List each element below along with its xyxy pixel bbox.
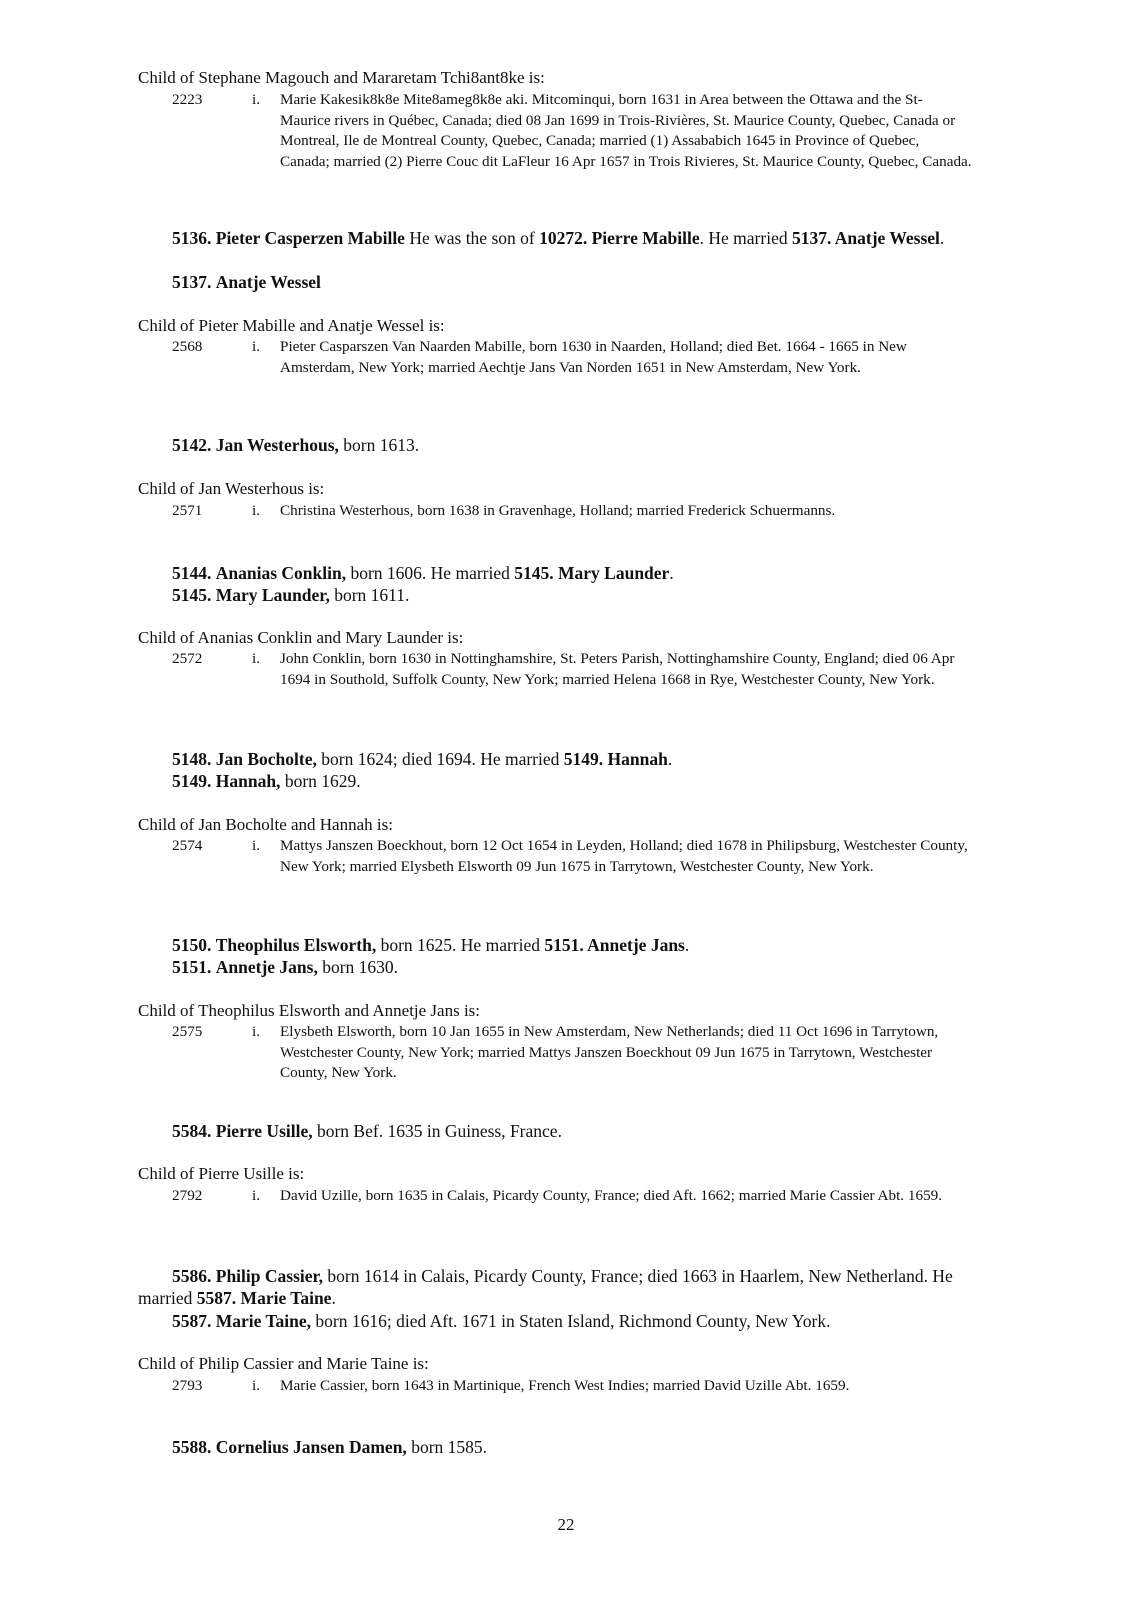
child-details: Marie Cassier, born 1643 in Martinique, French West Indies; married David Uzille Abt. 1659.	[280, 1377, 850, 1394]
father-reference: 10272. Pierre Mabille	[539, 228, 700, 248]
person-number: 5151.	[172, 957, 212, 977]
children-heading: Child of Pieter Mabille and Anatje Wessel is:	[138, 316, 445, 335]
person-number: 5587.	[172, 1311, 212, 1331]
spouse-reference: 5149. Hannah	[563, 749, 668, 769]
person-details: born 1629.	[280, 771, 361, 791]
person-relation-text: He was the son of	[404, 228, 540, 248]
parent-entry	[172, 1436, 487, 1458]
parent-entry	[172, 1310, 831, 1332]
person-details: born 1616; died Aft. 1671 in Staten Island, Richmond County, New York.	[311, 1311, 831, 1331]
person-number: 5137.	[172, 272, 212, 292]
person-details: born 1606. He married	[346, 563, 515, 583]
parent-entry	[172, 748, 672, 770]
person-name: Jan Bocholte,	[215, 749, 317, 769]
spouse-reference: 5145. Mary Launder	[514, 563, 670, 583]
person-details: born 1613.	[338, 435, 420, 455]
person-name: Theophilus Elsworth,	[215, 935, 377, 955]
child-ordinal: i.	[252, 502, 261, 519]
person-name: Jan Westerhous,	[215, 435, 339, 455]
person-number: 5144.	[172, 563, 212, 583]
punctuation: .	[684, 935, 690, 955]
parent-entry	[172, 271, 321, 293]
parent-entry	[172, 770, 361, 792]
punctuation: .	[939, 228, 945, 248]
child-details: Pieter Casparszen Van Naarden Mabille, born 1630 in Naarden, Holland; died Bet. 1664 - 1665 in New Amsterdam, New York; married Aechtje Jans Van Norden 1651 in New Amsterdam, New York.	[280, 338, 907, 376]
person-number: 5586.	[172, 1266, 212, 1286]
person-name: Pierre Usille,	[215, 1121, 313, 1141]
person-name: Marie Taine,	[215, 1311, 312, 1331]
spouse-reference: 5587. Marie Taine	[196, 1288, 332, 1308]
children-heading: Child of Jan Westerhous is:	[138, 479, 325, 498]
children-heading: Child of Stephane Magouch and Mararetam Tchi8ant8ke is:	[138, 68, 545, 87]
child-number: 2572	[172, 650, 203, 667]
child-number: 2223	[172, 91, 203, 108]
person-number: 5136.	[172, 228, 212, 248]
parent-entry	[172, 562, 674, 584]
person-details: born 1585.	[406, 1437, 488, 1457]
person-number: 5150.	[172, 935, 212, 955]
parent-entry	[172, 434, 419, 456]
person-number: 5149.	[172, 771, 212, 791]
person-name: Hannah,	[215, 771, 281, 791]
punctuation: .	[331, 1288, 336, 1308]
person-number: 5142.	[172, 435, 212, 455]
child-details: Marie Kakesik8k8e Mite8ameg8k8e aki. Mitcominqui, born 1631 in Area between the Ottawa and the St-Maurice rivers in Québec, Canada; died 08 Jan 1699 in Trois-Rivières, St. Maurice County, Quebec, Canada or Montreal, Ile de Montreal County, Quebec, Canada; married (1) Assababich 1645 in Province of Quebec, Canada; married (2) Pierre Couc dit LaFleur 16 Apr 1657 in Trois Rivieres, St. Maurice County, Quebec, Canada.	[280, 91, 972, 170]
person-number: 5584.	[172, 1121, 212, 1141]
person-details: born 1625. He married	[376, 935, 545, 955]
child-ordinal: i.	[252, 1377, 261, 1394]
person-details: born 1624; died 1694. He married	[316, 749, 564, 769]
person-number: 5588.	[172, 1437, 212, 1457]
person-name: Ananias Conklin,	[215, 563, 347, 583]
person-name: Philip Cassier,	[215, 1266, 324, 1286]
person-name: Cornelius Jansen Damen,	[215, 1437, 407, 1457]
child-number: 2793	[172, 1377, 203, 1394]
person-name: Pieter Casperzen Mabille	[215, 228, 405, 248]
child-number: 2574	[172, 837, 203, 854]
parent-entry	[172, 934, 689, 956]
children-heading: Child of Theophilus Elsworth and Annetje Jans is:	[138, 1001, 481, 1020]
page-number: 22	[557, 1515, 575, 1534]
child-details: David Uzille, born 1635 in Calais, Picardy County, France; died Aft. 1662; married Marie Cassier Abt. 1659.	[280, 1187, 943, 1204]
punctuation: .	[667, 749, 673, 769]
child-ordinal: i.	[252, 91, 261, 108]
parent-entry	[172, 584, 409, 606]
child-number: 2575	[172, 1023, 203, 1040]
person-name: Anatje Wessel	[215, 272, 321, 292]
children-heading: Child of Jan Bocholte and Hannah is:	[138, 815, 393, 834]
parent-entry	[138, 227, 968, 249]
child-number: 2568	[172, 338, 203, 355]
spouse-reference: 5151. Annetje Jans	[544, 935, 685, 955]
child-details: John Conklin, born 1630 in Nottinghamshire, St. Peters Parish, Nottinghamshire County, England; died 06 Apr 1694 in Southold, Suffolk County, New York; married Helena 1668 in Rye, Westchester County, New York.	[280, 650, 955, 688]
child-ordinal: i.	[252, 650, 261, 667]
person-name: Annetje Jans,	[215, 957, 318, 977]
person-details: born 1614 in Calais, Picardy County, France; died 1663 in Haarlem, New Netherland. He married	[138, 1266, 953, 1308]
child-ordinal: i.	[252, 837, 261, 854]
person-details: born 1630.	[317, 957, 399, 977]
punctuation: .	[669, 563, 674, 583]
child-number: 2571	[172, 502, 203, 519]
child-details: Christina Westerhous, born 1638 in Gravenhage, Holland; married Frederick Schuermanns.	[280, 502, 836, 519]
spouse-reference: 5137. Anatje Wessel	[791, 228, 940, 248]
person-details: born 1611.	[329, 585, 410, 605]
child-ordinal: i.	[252, 338, 261, 355]
children-heading: Child of Pierre Usille is:	[138, 1164, 305, 1183]
child-details: Elysbeth Elsworth, born 10 Jan 1655 in New Amsterdam, New Netherlands; died 11 Oct 1696 in Tarrytown, Westchester County, New York; married Mattys Janszen Boeckhout 09 Jun 1675 in Tarrytown, Westchester County, New York.	[280, 1023, 939, 1081]
person-number: 5145.	[172, 585, 212, 605]
person-relation-text: . He married	[699, 228, 792, 248]
children-heading: Child of Philip Cassier and Marie Taine is:	[138, 1354, 429, 1373]
child-details: Mattys Janszen Boeckhout, born 12 Oct 1654 in Leyden, Holland; died 1678 in Philipsburg, Westchester County, New York; married Elysbeth Elsworth 09 Jun 1675 in Tarrytown, Westchester County, New York.	[280, 837, 968, 875]
person-details: born Bef. 1635 in Guiness, France.	[312, 1121, 562, 1141]
children-heading: Child of Ananias Conklin and Mary Launder is:	[138, 628, 464, 647]
person-number: 5148.	[172, 749, 212, 769]
child-number: 2792	[172, 1187, 203, 1204]
parent-entry	[138, 1265, 968, 1309]
parent-entry	[172, 956, 398, 978]
person-name: Mary Launder,	[215, 585, 330, 605]
child-ordinal: i.	[252, 1187, 261, 1204]
parent-entry	[172, 1120, 562, 1142]
child-ordinal: i.	[252, 1023, 261, 1040]
